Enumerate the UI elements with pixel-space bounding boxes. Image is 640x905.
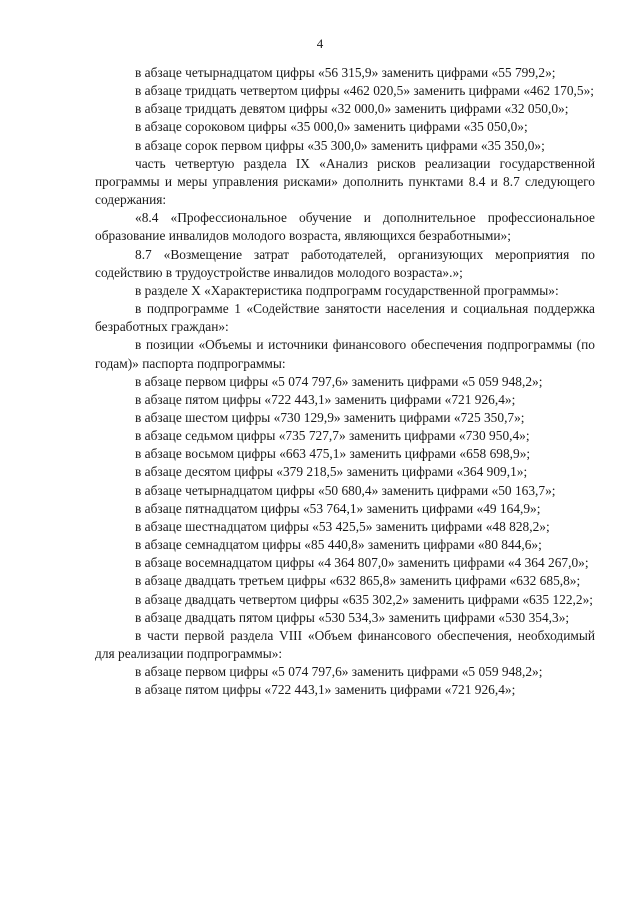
paragraph: в абзаце сороковом цифры «35 000,0» заменить цифрами «35 050,0»;	[135, 119, 528, 135]
paragraph: в абзаце тридцать девятом цифры «32 000,0» заменить цифрами «32 050,0»;	[135, 101, 569, 117]
paragraph: в абзаце шестнадцатом цифры «53 425,5» заменить цифрами «48 828,2»;	[135, 518, 550, 534]
paragraph: в абзаце первом цифры «5 074 797,6» заменить цифрами «5 059 948,2»;	[135, 373, 543, 389]
paragraph: в абзаце первом цифры «5 074 797,6» заменить цифрами «5 059 948,2»;	[135, 664, 543, 680]
paragraph: в абзаце седьмом цифры «735 727,7» заменить цифрами «730 950,4»;	[135, 428, 530, 444]
paragraph: в абзаце пятом цифры «722 443,1» заменить цифрами «721 926,4»;	[135, 682, 516, 698]
paragraph: в абзаце десятом цифры «379 218,5» заменить цифрами «364 909,1»;	[135, 464, 528, 480]
paragraph: в абзаце пятнадцатом цифры «53 764,1» заменить цифрами «49 164,9»;	[135, 500, 541, 516]
paragraph: в абзаце четырнадцатом цифры «50 680,4» заменить цифрами «50 163,7»;	[135, 482, 556, 498]
paragraph: в разделе X «Характеристика подпрограмм государственной программы»:	[135, 282, 559, 298]
paragraph: в абзаце четырнадцатом цифры «56 315,9» заменить цифрами «55 799,2»;	[135, 65, 556, 80]
document-body	[95, 64, 595, 699]
paragraph: «8.4 «Профессиональное обучение и дополнительное профессиональное образование инвалидов молодого возраста, являющихся безработными»;	[95, 210, 595, 244]
paragraph: в подпрограмме 1 «Содействие занятости населения и социальная поддержка безработных граждан»:	[95, 301, 595, 335]
paragraph: часть четвертую раздела IX «Анализ рисков реализации государственной программы и меры управления рисками» дополнить пунктами 8.4 и 8.7 следующего содержания:	[95, 155, 595, 208]
paragraph: в абзаце двадцать четвертом цифры «635 302,2» заменить цифрами «635 122,2»;	[135, 591, 594, 607]
paragraph: в абзаце пятом цифры «722 443,1» заменить цифрами «721 926,4»;	[135, 391, 516, 407]
paragraph: в абзаце семнадцатом цифры «85 440,8» заменить цифрами «80 844,6»;	[135, 537, 542, 553]
paragraph: в абзаце двадцать пятом цифры «530 534,3» заменить цифрами «530 354,3»;	[135, 609, 570, 625]
paragraph: в позиции «Объемы и источники финансового обеспечения подпрограммы (по годам)» паспорта подпрограммы:	[95, 337, 595, 371]
paragraph: в абзаце шестом цифры «730 129,9» заменить цифрами «725 350,7»;	[135, 409, 525, 425]
paragraph: в абзаце сорок первом цифры «35 300,0» заменить цифрами «35 350,0»;	[135, 137, 545, 153]
page-number: 4	[316, 36, 324, 51]
paragraph: в абзаце двадцать третьем цифры «632 865,8» заменить цифрами «632 685,8»;	[135, 573, 581, 589]
paragraph: 8.7 «Возмещение затрат работодателей, организующих мероприятия по содействию в трудоустройстве инвалидов молодого возраста».»;	[95, 246, 595, 280]
paragraph: в абзаце восьмом цифры «663 475,1» заменить цифрами «658 698,9»;	[135, 446, 531, 462]
paragraph: в части первой раздела VIII «Объем финансового обеспечения, необходимый для реализации подпрограммы»:	[95, 627, 595, 661]
paragraph: в абзаце восемнадцатом цифры «4 364 807,0» заменить цифрами «4 364 267,0»;	[135, 555, 589, 571]
paragraph: в абзаце тридцать четвертом цифры «462 020,5» заменить цифрами «462 170,5»;	[135, 83, 594, 99]
